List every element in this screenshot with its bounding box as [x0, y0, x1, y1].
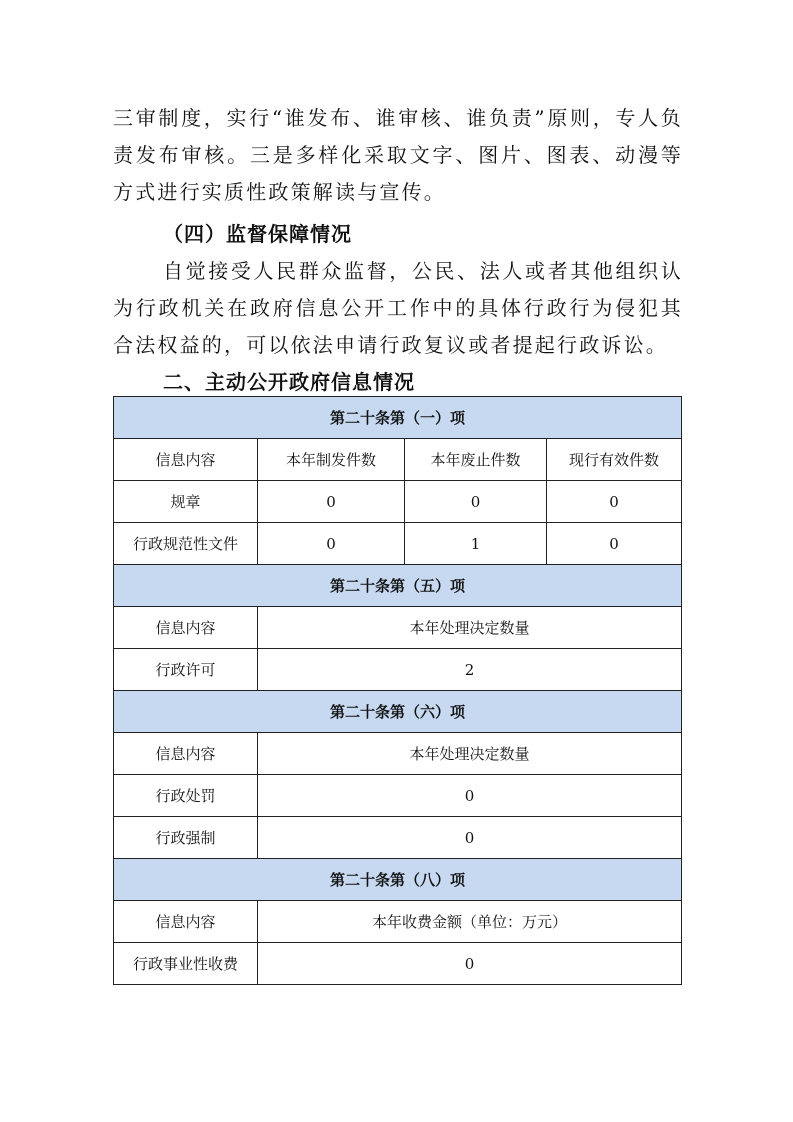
paragraph-supervision: 自觉接受人民群众监督，公民、法人或者其他组织认为行政机关在政府信息公开工作中的具体行政行为侵犯其合法权益的，可以依法申请行政复议或者提起行政诉讼。 — [113, 259, 683, 357]
table-row: 规章 0 0 0 — [114, 481, 682, 523]
table-header-row: 信息内容 本年制发件数 本年废止件数 现行有效件数 — [114, 439, 682, 481]
paragraph-review: 三审制度，实行“谁发布、谁审核、谁负责”原则，专人负责发布审核。三是多样化采取文字、图片、图表、动漫等方式进行实质性政策解读与宣传。 — [113, 106, 683, 204]
table-header-row: 信息内容 本年收费金额（单位：万元） — [114, 901, 682, 943]
table-header-row: 信息内容 本年处理决定数量 — [114, 607, 682, 649]
table-row: 行政事业性收费 0 — [114, 943, 682, 985]
section-header: 第二十条第（五）项 — [114, 565, 682, 607]
table-row: 行政规范性文件 0 1 0 — [114, 523, 682, 565]
heading-proactive-disclosure: 二、主动公开政府信息情况 — [163, 370, 415, 394]
section-header: 第二十条第（八）项 — [114, 859, 682, 901]
section-header: 第二十条第（一）项 — [114, 397, 682, 439]
table-row: 行政强制 0 — [114, 817, 682, 859]
table-header-row: 信息内容 本年处理决定数量 — [114, 733, 682, 775]
table-row: 行政许可 2 — [114, 649, 682, 691]
disclosure-table — [113, 396, 682, 985]
subheading-supervision: （四）监督保障情况 — [163, 222, 352, 246]
section-header: 第二十条第（六）项 — [114, 691, 682, 733]
table-row: 行政处罚 0 — [114, 775, 682, 817]
